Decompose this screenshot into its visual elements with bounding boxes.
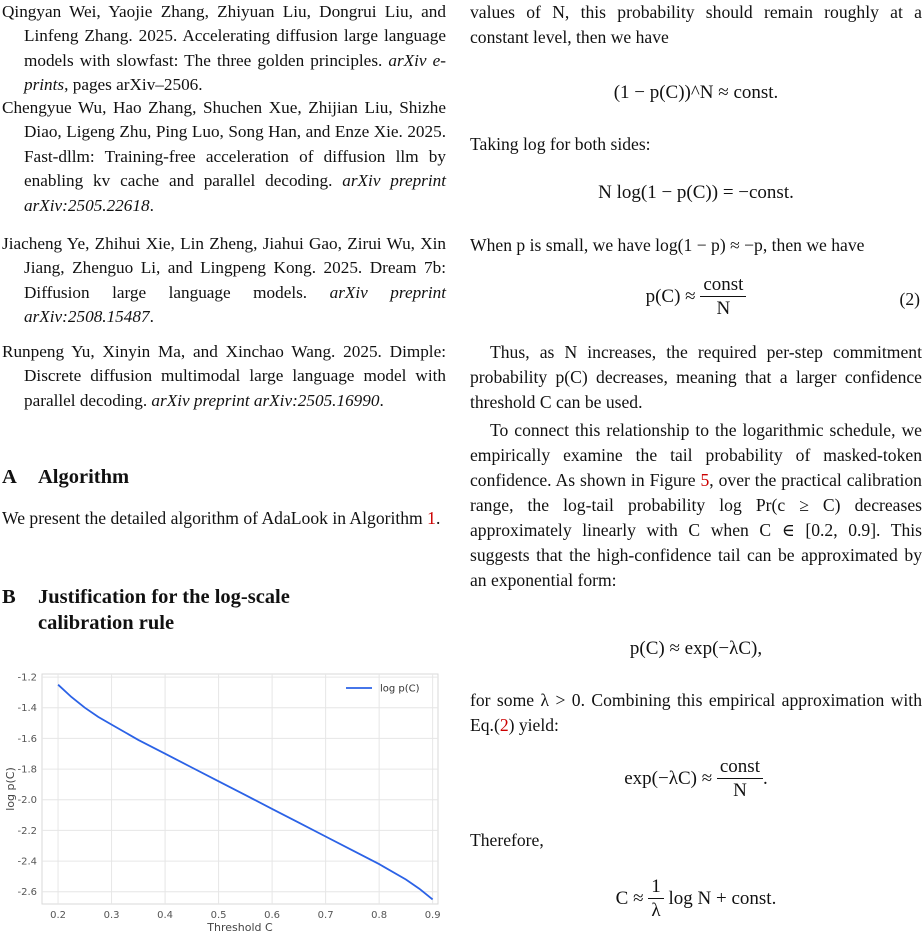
reference-entry: Runpeng Yu, Xinyin Ma, and Xinchao Wang. 2025. Dimple: Discrete diffusion multimodal large language model with parallel decoding. arXiv preprint arXiv:2505.16990. xyxy=(2,342,446,410)
paragraph: Therefore, xyxy=(470,830,544,850)
figure-link[interactable]: 5 xyxy=(700,470,710,490)
y-tick-label: -1.6 xyxy=(17,733,37,745)
paragraph: Taking log for both sides: xyxy=(470,134,651,154)
y-axis-label: log p(C) xyxy=(4,767,17,811)
equation: p(C) ≈ exp(−λC), xyxy=(629,638,763,659)
fraction: $\frac{\text{const}}{N}$ xyxy=(717,756,763,803)
equation: exp(−λC) ≈ $\frac{\text{const}}{N}$ . xyxy=(624,756,768,801)
x-tick-label: 0.6 xyxy=(264,910,281,921)
fraction: $\frac{1}{\lambda}$ xyxy=(648,876,664,923)
plot-area xyxy=(42,674,438,904)
y-tick-label: -1.8 xyxy=(17,764,37,776)
x-tick-label: 0.8 xyxy=(371,910,388,921)
y-tick-label: -2.6 xyxy=(17,887,37,899)
paragraph: Thus, as N increases, the required per-step commitment probability p(C) decreases, meaning that a larger confidence threshold C can be used. xyxy=(470,342,922,412)
paragraph: for some λ > 0. Combining this empirical approximation with Eq.(2) yield: xyxy=(470,690,922,735)
equation: (1 − p(C))^N ≈ const. xyxy=(613,82,779,103)
y-tick-label: -2.0 xyxy=(17,795,37,807)
paragraph: values of N, this probability should remain roughly at a constant level, then we have xyxy=(470,2,922,47)
x-tick-label: 0.5 xyxy=(210,910,227,921)
x-tick-label: 0.9 xyxy=(424,910,441,921)
equation: N log(1 − p(C)) = −const. xyxy=(598,182,794,203)
section-a-text: We present the detailed algorithm of AdaLook in Algorithm 1. xyxy=(2,508,441,528)
y-tick-label: -2.4 xyxy=(17,856,37,868)
paragraph: To connect this relationship to the logarithmic schedule, we empirically examine the tail probability of masked-token confidence. As shown in Figure 5, over the practical calibration range, the log-tail probability log Pr(c ≥ C) decreases approximately linearly with C when C ∈ [0.2, 0.9]. This suggests that the high-confidence tail can be approximated by an exponential form: xyxy=(470,420,922,590)
reference-entry: Jiacheng Ye, Zhihui Xie, Lin Zheng, Jiahui Gao, Zirui Wu, Xin Jiang, Zhenguo Li, and Lingpeng Kong. 2025. Dream 7b: Diffusion large language models. arXiv preprint arXiv:2508.15487. xyxy=(2,234,446,327)
y-tick-label: -1.2 xyxy=(17,672,37,684)
equation-number: (2) xyxy=(899,289,920,309)
x-axis-label: Threshold C xyxy=(207,921,273,934)
paragraph: When p is small, we have log(1 − p) ≈ −p, then we have xyxy=(470,235,865,255)
chart-svg xyxy=(2,668,446,950)
fraction: $\frac{\text{const}}{N}$ xyxy=(700,274,746,321)
section-heading-b: B Justification for the log-scale calibration rule xyxy=(2,586,290,634)
y-tick-label: -2.2 xyxy=(17,825,37,837)
y-tick-label: -1.4 xyxy=(17,703,37,715)
algorithm-link[interactable]: 1 xyxy=(427,508,436,528)
equation-link[interactable]: 2 xyxy=(499,715,509,735)
x-tick-label: 0.4 xyxy=(157,910,174,921)
reference-entry: Chengyue Wu, Hao Zhang, Shuchen Xue, Zhijian Liu, Shizhe Diao, Ligeng Zhu, Ping Luo, Song Han, and Enze Xie. 2025. Fast-dllm: Training-free acceleration of diffusion llm by enabling kv cache and parallel decoding. arXiv preprint arXiv:2505.22618. xyxy=(2,98,447,215)
section-heading-a: A Algorithm xyxy=(2,466,130,488)
legend-label: log p(C) xyxy=(380,683,420,695)
reference-entry: Qingyan Wei, Yaojie Zhang, Zhiyuan Liu, Dongrui Liu, and Linfeng Zhang. 2025. Accelerating diffusion large language models with slowfast: The three golden principles. arXiv e-prints, pages arXiv–2506. xyxy=(2,2,446,95)
equation: C ≈ $\frac{1}{\lambda}$ log N + const. xyxy=(615,876,777,921)
x-tick-label: 0.3 xyxy=(103,910,120,921)
figure-log-tail-chart xyxy=(2,668,446,950)
equation-2: p(C) ≈ $\frac{\text{const}}{N}$ (2) xyxy=(645,274,920,319)
x-tick-label: 0.7 xyxy=(317,910,334,921)
x-tick-label: 0.2 xyxy=(50,910,67,921)
